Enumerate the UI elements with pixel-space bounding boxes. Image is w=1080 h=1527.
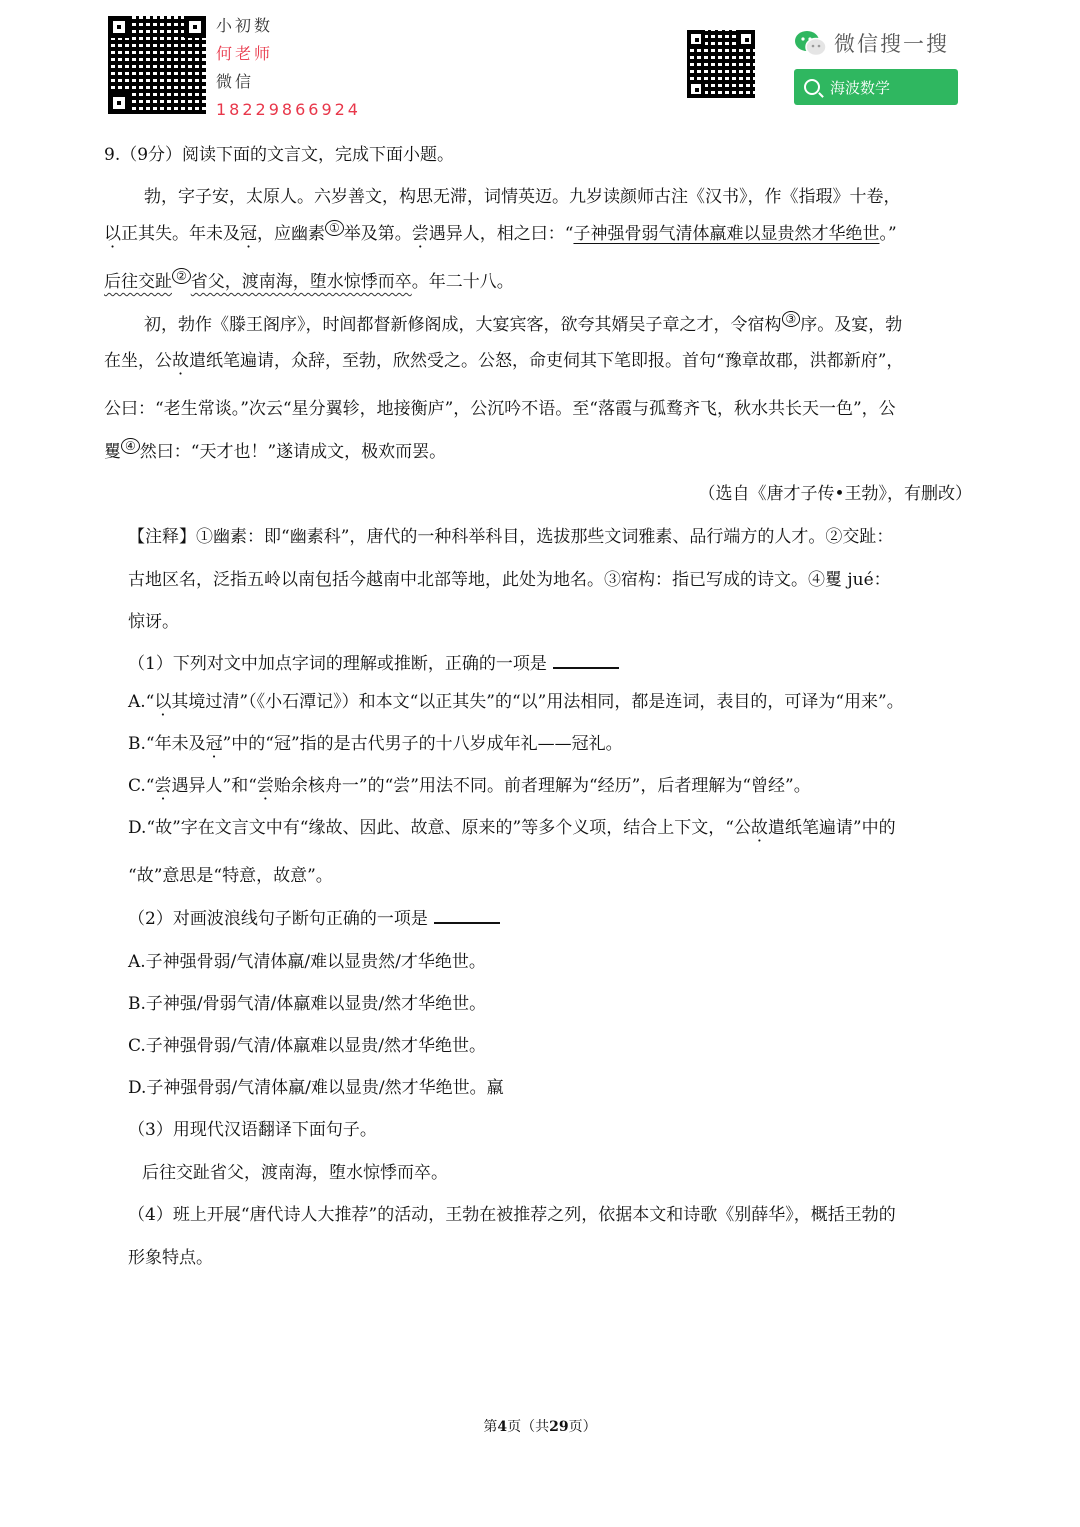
q2-option-b: B.子神强/骨弱气清/体羸难以显贵/然才华绝世。: [128, 994, 487, 1014]
q2-option-d: D.子神强骨弱/气清体羸/难以显贵/然才华绝世。羸: [128, 1078, 504, 1098]
passage-line: 勃，字子安，太原人。六岁善文，构思无滞，词情英迈。九岁读颜师古注《汉书》，作《指瑕》十卷，: [144, 187, 901, 207]
note-mark: ④: [121, 438, 140, 454]
question-title: 9.（9分）阅读下面的文言文，完成下面小题。: [104, 145, 455, 165]
note-mark: ③: [782, 311, 801, 327]
dotted-char: 故: [172, 351, 189, 371]
contact-line-2: 何老师: [216, 44, 274, 63]
page-header: [0, 0, 1080, 130]
note-mark: ②: [172, 268, 191, 284]
dotted-char: 尝: [411, 224, 429, 244]
annotation-line: 古地区名，泛指五岭以南包括今越南中北部等地，此处为地名。③宿构：指已写成的诗文。④矍 jué：: [128, 570, 891, 590]
page-footer: 第4页（共29页）: [483, 1419, 597, 1435]
page-number: 4: [497, 1419, 508, 1435]
q4-stem: （4）班上开展“唐代诗人大推荐”的活动，王勃在被推荐之列，依据本文和诗歌《别薛华》，概括王勃的: [128, 1205, 896, 1225]
wechat-search-text: 海波数学: [830, 78, 891, 97]
passage-line: 以正其失。年未及冠，应幽素 ① 举及第。尝遇异人，相之曰：“子神强骨弱气清体羸难以显贵然才华绝世。”: [104, 221, 897, 244]
passage-line: 后往交趾 ② 省父，渡南海，堕水惊悸而卒。年二十八。: [104, 269, 514, 292]
passage-line: 公曰：“老生常谈。”次云“星分翼轸，地接衡庐”，公沉吟不语。至“落霞与孤鹜齐飞，秋水共长天一色”，公: [104, 399, 896, 419]
contact-info: [216, 12, 361, 124]
underlined-sentence: 子神强骨弱气清体羸难以显贵然才华绝世: [573, 224, 880, 244]
q3-sentence: 后往交趾省父，渡南海，堕水惊悸而卒。: [142, 1163, 448, 1183]
q1-option-b: B.“年未及冠”中的“冠”指的是古代男子的十八岁成年礼——冠礼。: [128, 734, 623, 754]
wechat-search-title: 微信搜一搜: [834, 32, 949, 56]
passage-line: 初，勃作《滕王阁序》，时闾都督新修阁成，大宴宾客，欲夸其婿吴子章之才，令宿构 ③ 序。及宴，勃: [144, 312, 903, 335]
q2-option-a: A.子神强骨弱/气清体羸/难以显贵然/才华绝世。: [128, 952, 486, 972]
q4-stem-cont: 形象特点。: [128, 1248, 213, 1268]
search-icon: [804, 79, 820, 95]
q1-option-c: C.“尝遇异人”和“尝贻余核舟一”的“尝”用法不同。前者理解为“经历”，后者理解为“曾经”。: [128, 776, 811, 796]
contact-line-3: 微信: [216, 72, 255, 91]
dotted-char: 冠: [240, 224, 257, 244]
qr-code-icon: [108, 16, 206, 114]
q1-option-d-cont: “故”意思是“特意，故意”。: [128, 866, 333, 886]
total-pages: 29: [549, 1419, 569, 1435]
note-mark: ①: [325, 220, 344, 236]
qr-code-icon: [687, 30, 755, 98]
wechat-logo-icon: [794, 30, 828, 58]
q1-option-a: A.“以其境过清”（《小石潭记》）和本文“以正其失”的“以”用法相同，都是连词，表目的，可译为“用来”。: [128, 692, 904, 712]
q2-option-c: C.子神强骨弱/气清/体羸难以显贵/然才华绝世。: [128, 1036, 486, 1056]
passage-line: 矍 ④ 然曰：“天才也！”遂请成文，极欢而罢。: [104, 439, 447, 462]
wavy-underlined-sentence: 省父，渡南海，堕水惊悸而卒: [190, 272, 412, 292]
passage-line: 在坐，公故遣纸笔遍请，众辞，至勃，欣然受之。公怒，命吏伺其下笔即报。首句“豫章故郡，洪都新府”，: [104, 351, 904, 371]
source-citation: （选自《唐才子传•王勃》，有删改）: [698, 484, 972, 504]
annotation-line: 【注释】①幽素：即“幽素科”，唐代的一种科举科目，选拔那些文词雅素、品行端方的人才。②交趾：: [128, 527, 894, 547]
wavy-underlined-sentence: 后往交趾: [104, 272, 172, 292]
answer-blank[interactable]: [434, 908, 500, 924]
wechat-search-box[interactable]: [794, 69, 958, 105]
dotted-char: 以: [104, 224, 121, 244]
q3-stem: （3）用现代汉语翻译下面句子。: [128, 1120, 377, 1140]
answer-blank[interactable]: [553, 653, 619, 669]
contact-line-1: 小初数: [216, 16, 274, 35]
q1-option-d: D.“故”字在文言文中有“缘故、因此、故意、原来的”等多个义项，结合上下文，“公故遣纸笔遍请”中的: [128, 818, 896, 838]
contact-phone: 18229866924: [216, 100, 361, 119]
q2-stem: （2）对画波浪线句子断句正确的一项是: [128, 904, 500, 929]
annotation-line: 惊讶。: [128, 612, 179, 632]
q1-stem: （1）下列对文中加点字词的理解或推断，正确的一项是: [128, 649, 619, 674]
